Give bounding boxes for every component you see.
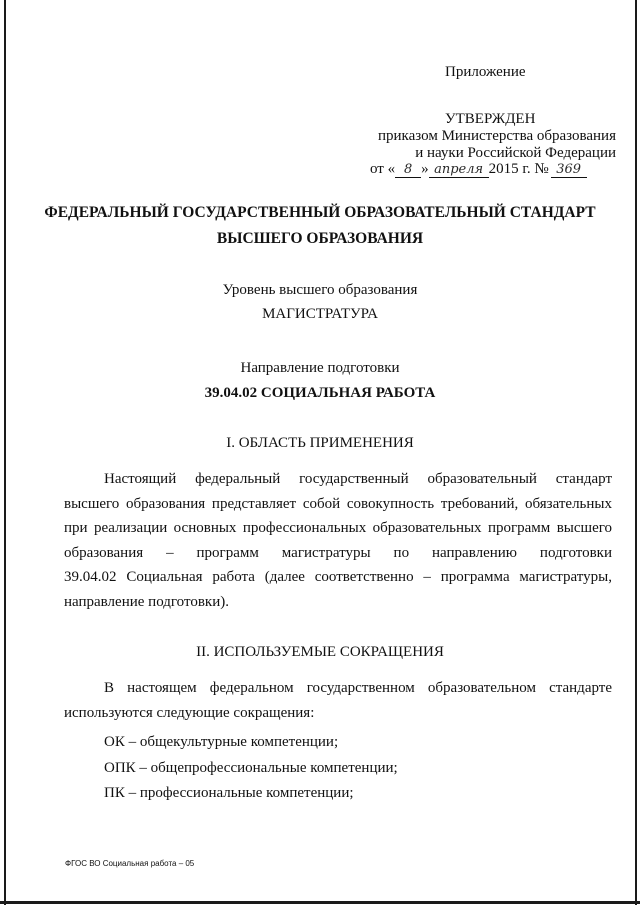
level-label: Уровень высшего образования: [222, 282, 418, 298]
paragraph-line: направление подготовки).: [64, 593, 229, 610]
paragraph-line: 39.04.02 Социальная работа (далее соответственно – программа магистратуры,: [64, 569, 612, 585]
approved-label: УТВЕРЖДЕН: [445, 111, 536, 127]
section-2-heading: II. ИСПОЛЬЗУЕМЫЕ СОКРАЩЕНИЯ: [196, 644, 444, 660]
paragraph-line: высшего образования представляет собой совокупность требований, обязательных: [64, 495, 612, 512]
page-footer: ФГОС ВО Социальная работа – 05: [65, 859, 195, 868]
paragraph-line: используются следующие сокращения:: [64, 704, 315, 721]
direction-label: Направление подготовки: [240, 360, 400, 376]
abbreviation-item: ОК – общекультурные компетенции;: [104, 734, 339, 750]
paragraph-line: образования – программ магистратуры по направлению подготовки: [64, 544, 612, 561]
direction-value: 39.04.02 СОЦИАЛЬНАЯ РАБОТА: [204, 385, 436, 401]
date-year: 2015 г. №: [488, 161, 549, 177]
paragraph-line: Настоящий федеральный государственный образовательный стандарт: [104, 471, 612, 487]
level-value: МАГИСТРАТУРА: [262, 306, 378, 322]
date-prefix: от «: [370, 161, 396, 177]
appendix-label: Приложение: [445, 64, 526, 80]
paragraph-line: при реализации основных профессиональных образовательных программ высшего: [64, 520, 612, 536]
section-2-intro: [64, 676, 612, 725]
abbreviation-item: ОПК – общепрофессиональные компетенции;: [104, 760, 398, 776]
abbreviation-item: ПК – профессиональные компетенции;: [104, 785, 354, 801]
order-date-line: [370, 160, 587, 178]
order-number: 369: [551, 162, 587, 178]
title-line-2: ВЫСШЕГО ОБРАЗОВАНИЯ: [216, 230, 424, 247]
order-line-1: приказом Министерства образования: [378, 128, 616, 144]
title-line-1: ФЕДЕРАЛЬНЫЙ ГОСУДАРСТВЕННЫЙ ОБРАЗОВАТЕЛЬНЫЙ СТАНДАРТ: [44, 204, 596, 221]
paragraph-line: В настоящем федеральном государственном образовательном стандарте: [104, 680, 612, 696]
date-month: апреля: [429, 162, 489, 178]
order-line-2: и науки Российской Федерации: [415, 145, 616, 161]
date-day: 8: [395, 162, 421, 178]
section-1-paragraph: [64, 467, 612, 614]
scan-edge-right: [635, 0, 637, 905]
date-mid: »: [421, 161, 429, 177]
section-1-heading: I. ОБЛАСТЬ ПРИМЕНЕНИЯ: [226, 435, 414, 451]
scan-edge-left: [4, 0, 6, 905]
scan-edge-bottom: [0, 901, 640, 904]
